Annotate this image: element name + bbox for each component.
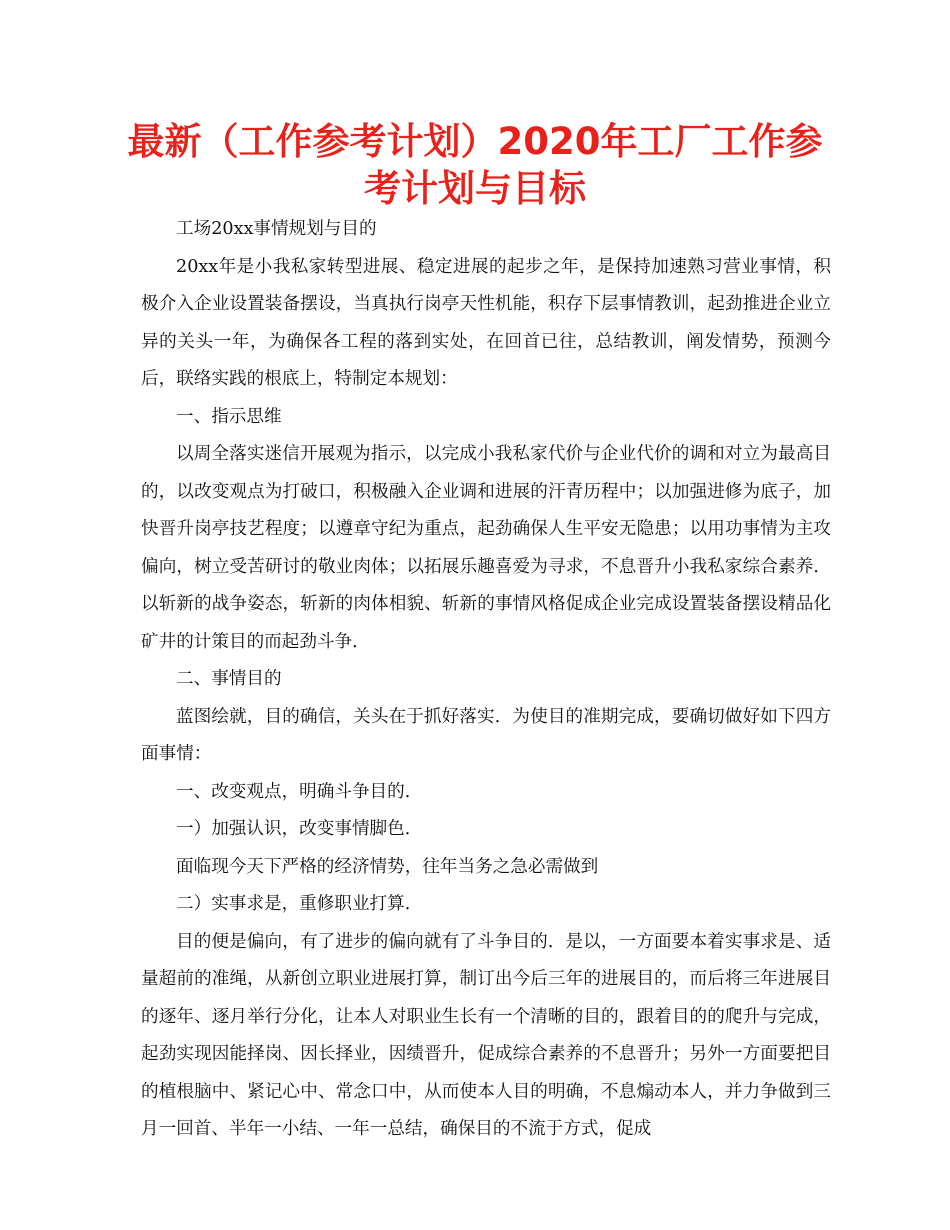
subsection-heading: 一）加强认识，改变事情脚色． — [176, 819, 423, 839]
paragraph: 工场20xx事情规划与目的 — [176, 219, 377, 239]
section-heading: 一、指示思维 — [176, 406, 282, 427]
subsection-heading: 一、改变观点，明确斗争目的． — [176, 781, 423, 802]
subsection-heading: 二）实事求是，重修职业打算． — [176, 894, 423, 914]
paragraph: 以周全落实迷信开展观为指示，以完成小我私家代价与企业代价的调和对立为最高目的，以改变观点为打破口，积极融入企业调和进展的汗青历程中；以加强进修为底子，加快晋升岗亭技艺程度；以遵章守纪为重点，起劲确保人生平安无隐患；以用功事情为主攻偏向，树立受苦研讨的敬业肉体；以拓展乐趣喜爱为寻求，不息晋升小我私家综合素养．以斩新的战争姿态，斩新的肉体相貌、斩新的事情风格促成企业完成设置装备摆设精品化矿井的计策目的而起劲斗争． — [141, 444, 831, 652]
document-body — [141, 211, 831, 1149]
paragraph: 20xx年是小我私家转型进展、稳定进展的起步之年，是保持加速熟习营业事情，积极介入企业设置装备摆设，当真执行岗亭天性机能，积存下层事情教训，起劲推进企业立异的关头一年，为确保各工程的落到实处，在回首已往，总结教训，阐发情势，预测今后，联络实践的根底上，特制定本规划： — [141, 256, 831, 389]
document-title: 最新（工作参考计划）2020年工厂工作参考计划与目标 — [127, 120, 823, 210]
paragraph: 面临现今天下严格的经济情势，往年当务之急必需做到 — [176, 856, 599, 877]
paragraph: 目的便是偏向，有了进步的偏向就有了斗争目的．是以，一方面要本着实事求是、适量超前的准绳，从新创立职业进展打算，制订出今后三年的进展目的，而后将三年进展目的逐年、逐月举行分化，让本人对职业生长有一个清晰的目的，跟着目的的爬升与完成，起劲实现因能择岗、因长择业，因绩晋升，促成综合素养的不息晋升；另外一方面要把目的植根脑中、紧记心中、常念口中，从而使本人目的明确，不息煽动本人，并力争做到三月一回首、半年一小结、一年一总结，确保目的不流于方式，促成 — [141, 931, 831, 1139]
section-heading: 二、事情目的 — [176, 669, 282, 689]
paragraph: 蓝图绘就，目的确信，关头在于抓好落实．为使目的准期完成，要确切做好如下四方面事情： — [141, 706, 831, 764]
